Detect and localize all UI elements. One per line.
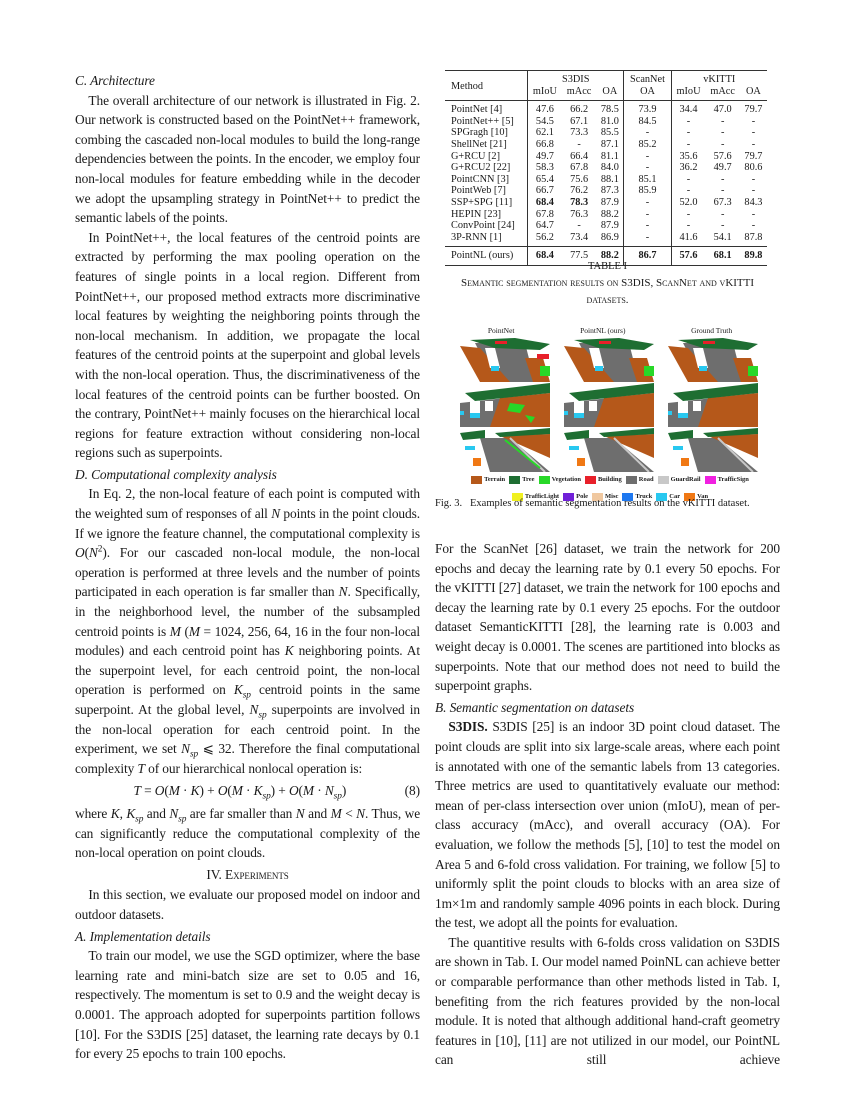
table-cell: 84.0 <box>600 162 619 174</box>
subsection-heading: A. Implementation details <box>75 928 211 944</box>
math-symbol: O <box>154 783 165 799</box>
table-caption-text: Semantic segmentation results on S3DIS, ScanNet and vKITTI datasets. <box>460 277 755 306</box>
table-subheader: mAcc <box>562 86 596 101</box>
legend-row-1 <box>455 474 765 489</box>
table-row <box>445 232 767 247</box>
table-cell: 57.6 <box>713 150 732 162</box>
table-cell: - <box>624 162 671 174</box>
table-cell: 75.6 <box>570 173 589 185</box>
math-symbol: M <box>168 783 180 799</box>
segmentation-result-image <box>455 338 555 382</box>
paragraph: S3DIS. S3DIS [25] is an indoor 3D point cloud dataset. The point clouds are split into six large-scale areas, where each point is annotated with one of the semantic labels from 13 categories. Three metrics are used to quantitatively evaluate our method: mean of per-class intersection over union (mIoU), mean of per-class accuracy (mAcc), and overall accuracy (OA). For evaluation, we follow the methods [5], [10] to test the model on Area 5 and 6-fold cross validation. For training, we follow [5] to uniformly split the point clouds to blocks with an area size of 1m×1m and randomly sample 4096 points in each block. During the test, we adopt all the points for evaluation. <box>435 719 780 931</box>
table-cell: 79.7 <box>744 150 763 162</box>
legend-label: Car <box>669 493 681 500</box>
segmentation-result-image <box>559 428 659 472</box>
table-row <box>445 197 767 209</box>
math-symbol: M <box>231 783 243 799</box>
table-row <box>445 174 767 186</box>
table-cell: - <box>671 174 705 186</box>
table-cell: 62.1 <box>528 127 562 139</box>
paragraph: To train our model, we use the SGD optimizer, where the base learning rate and mini-batch size are set to 0.05 and 16, respectively. The momentum is set to 0.9 and the weight decay is 0.0001. The approach adopted for superpoints partition follows [10]. For the S3DIS [25] dataset, the learning rate decays by 0.1 for every 25 epochs to train 100 epochs. <box>75 948 420 1062</box>
legend-item <box>705 474 749 486</box>
table-cell: 78.5 <box>600 104 619 116</box>
table-cell: 81.0 <box>600 115 619 127</box>
legend-swatch <box>539 476 550 484</box>
paragraph: In Eq. 2, the non-local feature of each point is computed with the weighted sum of responses of all N points in the point clouds. If we ignore the feature channel, the computational complexity is $O(N^2)$. For our cascaded non-local module, the non-local operation is performed at three levels and the number of points participated in each operation is far smaller than N. Specifically, in the neighborhood level, the number of the subsampled centroid points is M (M = 1024, 256, 64, 16 in the four non-local modules) and each centroid point has K neighboring points. At the superpoint level, for each centroid point, the non-local operation is performed on $K_{sp}$ centroid points in the same superpoint. At the global level, $N_{sp}$ superpoints are involved in the non-local operation for each centroid point. In the experiment, we set $N_{sp}$ ⩽ 32. Therefore the final computational complexity T of our hierarchical nonlocal operation is: <box>75 486 421 776</box>
legend-label: Pole <box>576 493 589 500</box>
legend-item <box>539 474 581 486</box>
paragraph: In PointNet++, the local features of the centroid points are extracted by performing the max pooling operation on the features of single points in a local region. Different from PointNet++, our proposed method extracts more discriminative local features by weighting the neighboring points through the non-local mechanism. In addition, we propagate the local features of the centroid points at the superpoint and global levels with the non-local operation. Thus, the discriminativeness of the local features of the centroid points can be further boosted. On the contrary, PointNet++ mainly focuses on the hierarchical local regions for feature extraction without considering non-local regions such as superpoints. <box>75 229 420 461</box>
table-cell: 85.9 <box>624 185 671 197</box>
table-cell: 64.7 <box>528 220 562 232</box>
legend-label: TrafficLight <box>524 493 560 500</box>
table-cell: 35.6 <box>671 151 705 163</box>
left-column <box>75 71 420 1064</box>
bold-value: 68.1 <box>713 250 732 262</box>
table-cell: - <box>720 208 725 220</box>
table-cell: - <box>751 173 756 185</box>
figure-column-label: PointNL (ours) <box>580 326 626 335</box>
point-cloud-scene <box>559 338 659 382</box>
bold-value: 88.2 <box>600 250 619 262</box>
table-cell-method: 3P-RNN [1] <box>451 231 502 243</box>
table-cell: 88.2 <box>600 208 619 220</box>
math-subscript: sp <box>258 710 267 721</box>
bold-lead: S3DIS. <box>448 719 488 735</box>
table-cell: - <box>624 127 671 139</box>
table-cell: 76.2 <box>570 185 589 197</box>
math-symbol: N <box>181 741 190 757</box>
math-symbol: O <box>75 545 85 561</box>
segmentation-result-image <box>559 383 659 427</box>
table-cell: - <box>720 138 725 150</box>
bold-value: 68.4 <box>535 250 554 262</box>
table-cell: 34.4 <box>671 101 705 116</box>
figure-caption: Fig. 3. Examples of semantic segmentation results on the vKITTI dataset. <box>435 498 750 509</box>
math-symbol: N <box>356 805 365 821</box>
right-column <box>435 539 780 1070</box>
table-cell: 87.3 <box>600 185 619 197</box>
legend-swatch <box>585 476 596 484</box>
math-symbol: N <box>88 545 98 561</box>
bold-value: 89.8 <box>744 250 763 262</box>
table-group-vkitti: vKITTI <box>671 71 767 86</box>
legend-label: Road <box>638 476 654 483</box>
table-subheader: OA <box>624 86 671 101</box>
table-cell: - <box>720 220 725 232</box>
table-cell: - <box>751 185 756 197</box>
math-symbol: K <box>253 783 263 799</box>
legend-label: TrafficSign <box>717 476 749 483</box>
legend-item <box>585 474 622 486</box>
table-cell: 76.3 <box>570 208 589 220</box>
table-cell: 87.9 <box>600 220 619 232</box>
figure-column-label: PointNet <box>487 326 515 335</box>
table-row <box>445 116 767 128</box>
legend-label: Building <box>597 476 622 483</box>
table-cell: 58.3 <box>528 162 562 174</box>
equation-number: (8) <box>404 783 420 799</box>
table-cell: 85.1 <box>624 174 671 186</box>
table-cell: 66.8 <box>528 139 562 151</box>
math-symbol: T <box>137 760 145 776</box>
results-table <box>445 70 767 266</box>
point-cloud-scene <box>663 338 763 382</box>
table-cell-method: PointWeb [7] <box>451 185 506 197</box>
table-cell: - <box>671 139 705 151</box>
segmentation-result-image <box>663 428 763 472</box>
table-cell: - <box>671 127 705 139</box>
subsection-heading: C. Architecture <box>75 73 155 88</box>
table-group-scannet: ScanNet <box>624 71 671 86</box>
table-cell: - <box>720 173 725 185</box>
table-cell <box>562 197 596 209</box>
table-cell-method: HEPIN [23] <box>451 208 502 220</box>
legend-swatch <box>705 476 716 484</box>
table-header-method: Method <box>445 71 528 101</box>
table-cell-method: PointNet++ [5] <box>451 115 514 127</box>
paragraph: The overall architecture of our network is illustrated in Fig. 2. Our network is constructed based on the PointNet++ framework, combing the cascaded non-local modules to build the long-range dependencies between the points. In the encoder, we employ four non-local modules for feature embedding while in the decoder we adopt the upsampling strategy in PointNet++ to predict the semantic labels of the points. <box>75 92 420 226</box>
table-cell: - <box>720 115 725 127</box>
point-cloud-scene <box>455 428 555 472</box>
table-cell: 49.7 <box>528 151 562 163</box>
point-cloud-scene <box>663 428 763 472</box>
table-cell: 73.3 <box>570 127 589 139</box>
math-symbol: K <box>233 682 243 698</box>
table-row <box>445 162 767 174</box>
math-symbol: N <box>169 805 179 821</box>
table-subheader: mAcc <box>705 86 739 101</box>
math-symbol: K <box>126 805 136 821</box>
math-subscript: sp <box>135 814 144 825</box>
table-cell: 52.0 <box>671 197 705 209</box>
equation <box>75 781 420 801</box>
table-cell: - <box>751 208 756 220</box>
table-cell-method: SPGragh [10] <box>451 127 508 139</box>
table-cell: 84.3 <box>744 196 763 208</box>
table-cell: - <box>624 197 671 209</box>
table-cell-method: ShellNet [21] <box>451 138 507 150</box>
table-cell: - <box>577 220 581 232</box>
table-cell: 67.8 <box>570 162 589 174</box>
legend-label: Terrain <box>484 476 506 483</box>
math-subscript: sp <box>189 749 199 760</box>
table-cell: 88.1 <box>600 173 619 185</box>
legend-swatch <box>509 476 520 484</box>
table-subheader: mIoU <box>528 86 562 101</box>
table-cell-method: PointNet [4] <box>451 104 503 116</box>
math-symbol: M <box>330 805 342 821</box>
paragraph: The quantitive results with 6-folds cross validation on S3DIS are shown in Tab. I. Our model named PoinNL can achieve better or comparable performance than other methods listed in Tab. I, benefiting from the rich features provided by the non-local module. It is noted that although additional hand-craft geometry features in [10], [11] are not utilized in our model, our PointNL can still achieve <box>435 934 780 1068</box>
table-cell: 67.1 <box>570 115 589 127</box>
table-cell: 67.8 <box>528 209 562 221</box>
table-caption-label: TABLE I <box>587 261 628 272</box>
math-symbol: M <box>302 783 314 799</box>
math-symbol: N <box>271 506 281 522</box>
bold-value: 86.7 <box>638 250 657 262</box>
legend-label: Truck <box>635 493 653 500</box>
legend-item <box>658 474 701 486</box>
point-cloud-scene <box>455 338 555 382</box>
legend-label: Vegetation <box>551 476 581 483</box>
math-symbol: K <box>110 805 120 821</box>
table-cell: - <box>720 127 725 139</box>
table-cell: 66.2 <box>570 104 589 116</box>
table-cell: 84.5 <box>624 116 671 128</box>
table-cell: - <box>671 209 705 221</box>
table-row <box>445 139 767 151</box>
table-cell-method: ConvPoint [24] <box>451 220 515 232</box>
table-row <box>445 220 767 232</box>
segmentation-result-image <box>559 338 659 382</box>
paragraph: In this section, we evaluate our proposed model on indoor and outdoor datasets. <box>75 887 420 922</box>
table-cell-method: G+RCU [2] <box>451 150 500 162</box>
legend-item <box>471 474 505 486</box>
table-cell: - <box>624 232 671 247</box>
paragraph: where K, $K_{sp}$ and $N_{sp}$ are far smaller than N and M < N. Thus, we can significantly reduce the computational complexity of the non-local operation on point clouds. <box>75 805 421 861</box>
table-cell: 36.2 <box>671 162 705 174</box>
math-subscript: sp <box>242 691 251 702</box>
table-row <box>445 151 767 163</box>
math-symbol: O <box>217 783 228 799</box>
table-subheader: OA <box>740 86 767 101</box>
table-cell: 73.4 <box>570 231 589 243</box>
table-cell: - <box>624 151 671 163</box>
table-cell-method: G+RCU2 [22] <box>451 162 511 174</box>
table-subheader: OA <box>596 86 624 101</box>
legend-item <box>509 474 534 486</box>
table-cell: 85.2 <box>624 139 671 151</box>
table-cell: 47.0 <box>713 104 732 116</box>
table-cell <box>528 197 562 209</box>
table-cell: 65.4 <box>528 174 562 186</box>
legend-swatch <box>658 476 669 484</box>
legend-swatch <box>471 476 482 484</box>
table-cell: 54.5 <box>528 116 562 128</box>
table-cell: - <box>751 115 756 127</box>
table-caption <box>435 258 780 309</box>
table-cell: - <box>624 220 671 232</box>
legend-label: Misc <box>605 493 619 500</box>
math-symbol: K <box>284 643 294 659</box>
figure-3 <box>455 326 765 506</box>
table-cell: - <box>751 138 756 150</box>
math-symbol: O <box>288 783 299 799</box>
segmentation-result-image <box>455 428 555 472</box>
math-symbol: N <box>295 805 305 821</box>
bold-value: 68.4 <box>535 196 554 208</box>
bold-value: 57.6 <box>679 250 698 262</box>
table-cell: 49.7 <box>713 162 732 174</box>
table-cell-method: PointNL (ours) <box>445 247 528 266</box>
table-cell: 54.1 <box>713 231 732 243</box>
table-cell: 81.1 <box>600 150 619 162</box>
point-cloud-scene <box>663 383 763 427</box>
table-group-s3dis: S3DIS <box>528 71 624 86</box>
table-cell: - <box>720 185 725 197</box>
math-subscript: sp <box>262 792 271 803</box>
figure-column-label: Ground Truth <box>691 326 733 335</box>
table-cell: 67.3 <box>713 196 732 208</box>
table-cell: - <box>577 138 581 150</box>
legend-swatch <box>626 476 637 484</box>
math-symbol: K <box>190 783 200 799</box>
paragraph: For the ScanNet [26] dataset, we train the network for 200 epochs and decay the learning rate by 0.1 every 50 epochs. For the vKITTI [27] dataset, we train the network for 100 epochs and decay the learning rate by 0.1 every 25 epochs. For the outdoor dataset SemanticKITTI [28], the learning rate is 0.003 and weight decay is 0.0001. The scenes are partitioned into blocks as superpoints. Note that our method does not need to build the superpoint graphs. <box>435 541 780 694</box>
table-cell: - <box>751 220 756 232</box>
table-row <box>445 101 767 116</box>
legend-label: Van <box>697 493 709 500</box>
table-cell: 80.6 <box>744 162 763 174</box>
table-row <box>445 185 767 197</box>
subsection-heading: D. Computational complexity analysis <box>75 466 277 482</box>
equation-body: $T = O(M \cdot K) + O(M \cdot K_{sp}) + O(M \cdot N_{sp})$ <box>133 783 347 803</box>
table-cell: - <box>671 185 705 197</box>
math-superscript: 2 <box>97 544 103 555</box>
math-symbol: M <box>169 623 181 639</box>
table-cell: 41.6 <box>671 232 705 247</box>
subsection-heading: B. Semantic segmentation on datasets <box>435 699 635 715</box>
table-cell-method: PointCNN [3] <box>451 173 510 185</box>
legend-label: GuardRail <box>670 476 701 483</box>
table-cell: - <box>624 209 671 221</box>
table-cell: 79.7 <box>744 104 763 116</box>
table-subheader: mIoU <box>671 86 705 101</box>
table-cell: 87.1 <box>600 138 619 150</box>
point-cloud-scene <box>455 383 555 427</box>
math-subscript: sp <box>178 814 187 825</box>
point-cloud-scene <box>559 383 659 427</box>
table-cell: - <box>751 127 756 139</box>
table-cell-method: SSP+SPG [11] <box>451 196 513 208</box>
table-cell: - <box>671 116 705 128</box>
table-cell: 86.9 <box>600 231 619 243</box>
math-subscript: sp <box>333 792 342 803</box>
table-cell: 56.2 <box>528 232 562 247</box>
bold-value: 78.3 <box>570 196 589 208</box>
table-cell: 87.9 <box>600 196 619 208</box>
math-symbol: T <box>133 783 141 799</box>
table-cell: 66.4 <box>570 150 589 162</box>
legend-label: Tree <box>522 476 535 483</box>
segmentation-result-image <box>663 338 763 382</box>
math-symbol: N <box>249 702 259 717</box>
segmentation-result-image <box>455 383 555 427</box>
math-symbol: M <box>188 623 200 639</box>
table-cell: 66.7 <box>528 185 562 197</box>
segmentation-result-image <box>663 383 763 427</box>
math-symbol: N <box>324 783 334 799</box>
table-row <box>445 209 767 221</box>
table-cell: 85.5 <box>600 127 619 139</box>
table-cell: - <box>671 220 705 232</box>
table-row <box>445 127 767 139</box>
table-cell: 87.8 <box>744 231 763 243</box>
table-cell: 73.9 <box>624 101 671 116</box>
point-cloud-scene <box>559 428 659 472</box>
legend-item <box>626 474 654 486</box>
table-cell: 47.6 <box>528 101 562 116</box>
math-symbol: N <box>338 584 348 600</box>
table-cell: 77.5 <box>562 247 596 266</box>
section-heading: IV. Experiments <box>206 866 289 882</box>
